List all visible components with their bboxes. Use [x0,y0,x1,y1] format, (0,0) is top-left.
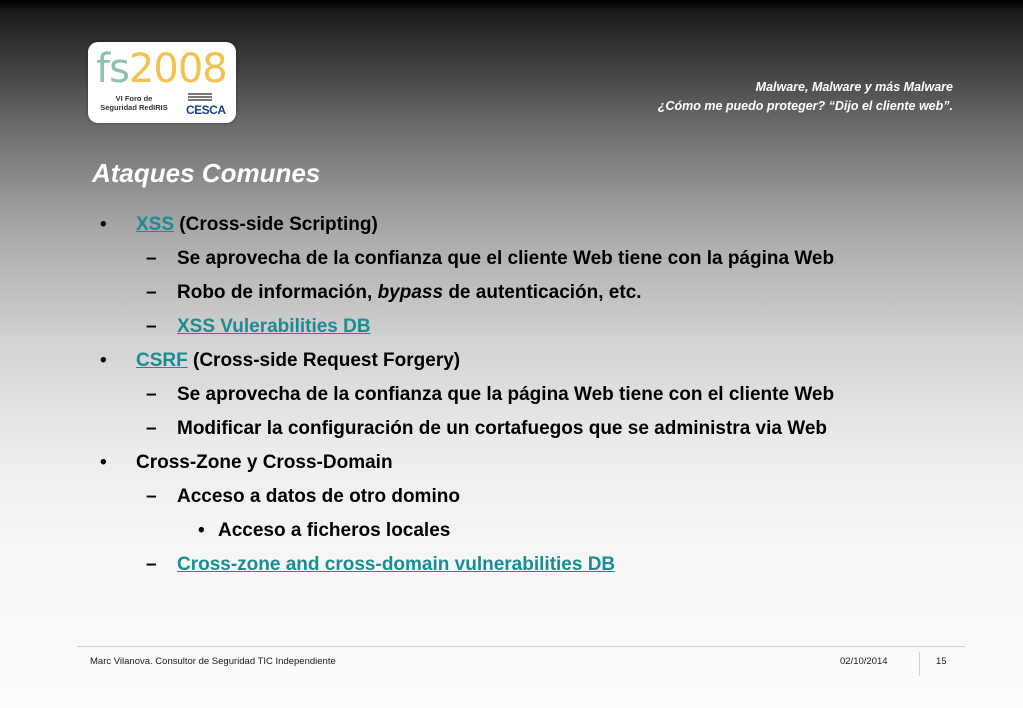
bullet-marker: • [100,214,107,235]
dash-marker: – [146,316,157,337]
bullet-marker: • [100,452,107,473]
logo-subtitle-line2: Seguridad RedIRIS [100,103,168,112]
logo-subtitle-line1: VI Foro de [115,94,153,103]
bullet-marker: • [100,350,107,371]
dash-marker: – [146,248,157,269]
bullet-xss [136,213,378,237]
dash-marker: – [146,384,157,405]
bullet-csrf-text: (Cross-side Request Forgery) [187,350,461,371]
bullet-xss-text: (Cross-side Scripting) [174,214,378,235]
footer-date: 02/10/2014 [840,656,888,667]
logo-year: 2008 [128,46,227,92]
sub-bullet-csrf-confianza: Se aprovecha de la confianza que la página Web tiene con el cliente Web [177,384,835,405]
robo-text-before: Robo de información, [177,282,378,303]
bullet-csrf [136,349,460,373]
sub-bullet-cross-zone-db [177,553,615,577]
footer-page-number: 15 [936,656,947,667]
xss-vulnerabilities-db-link[interactable]: XSS Vulerabilities DB [177,316,371,337]
sub-bullet-acceso-datos: Acceso a datos de otro domino [177,486,460,507]
footer-author: Marc Vilanova. Consultor de Seguridad TIC Independiente [90,656,336,667]
logo-fs: fs [96,46,129,92]
bullet-marker: • [198,520,205,541]
sub-bullet-xss-confianza: Se aprovecha de la confianza que el cliente Web tiene con la página Web [177,248,835,269]
dash-marker: – [146,282,157,303]
bypass-italic: bypass [377,282,444,303]
csrf-link[interactable]: CSRF [136,350,188,371]
dash-marker: – [146,418,157,439]
sub-sub-bullet-ficheros: Acceso a ficheros locales [218,520,451,541]
robo-text-after: de autenticación, etc. [443,282,642,303]
sub-bullet-robo [177,281,642,305]
footer-divider [77,646,965,647]
dash-marker: – [146,486,157,507]
header-line-2: ¿Cómo me puedo proteger? “Dijo el cliente web”. [657,99,953,113]
header-line-1: Malware, Malware y más Malware [755,80,953,94]
sub-bullet-cortafuegos: Modificar la configuración de un cortafuegos que se administra via Web [177,418,827,439]
slide-title: Ataques Comunes [92,158,321,188]
footer-separator [919,652,920,676]
cross-zone-vulnerabilities-db-link[interactable]: Cross-zone and cross-domain vulnerabilities DB [177,554,616,575]
bullet-cross-zone: Cross-Zone y Cross-Domain [136,452,393,473]
cesca-logo: CESCA [186,103,226,117]
sub-bullet-xss-db [177,315,371,339]
xss-link[interactable]: XSS [136,214,175,235]
dash-marker: – [146,554,157,575]
